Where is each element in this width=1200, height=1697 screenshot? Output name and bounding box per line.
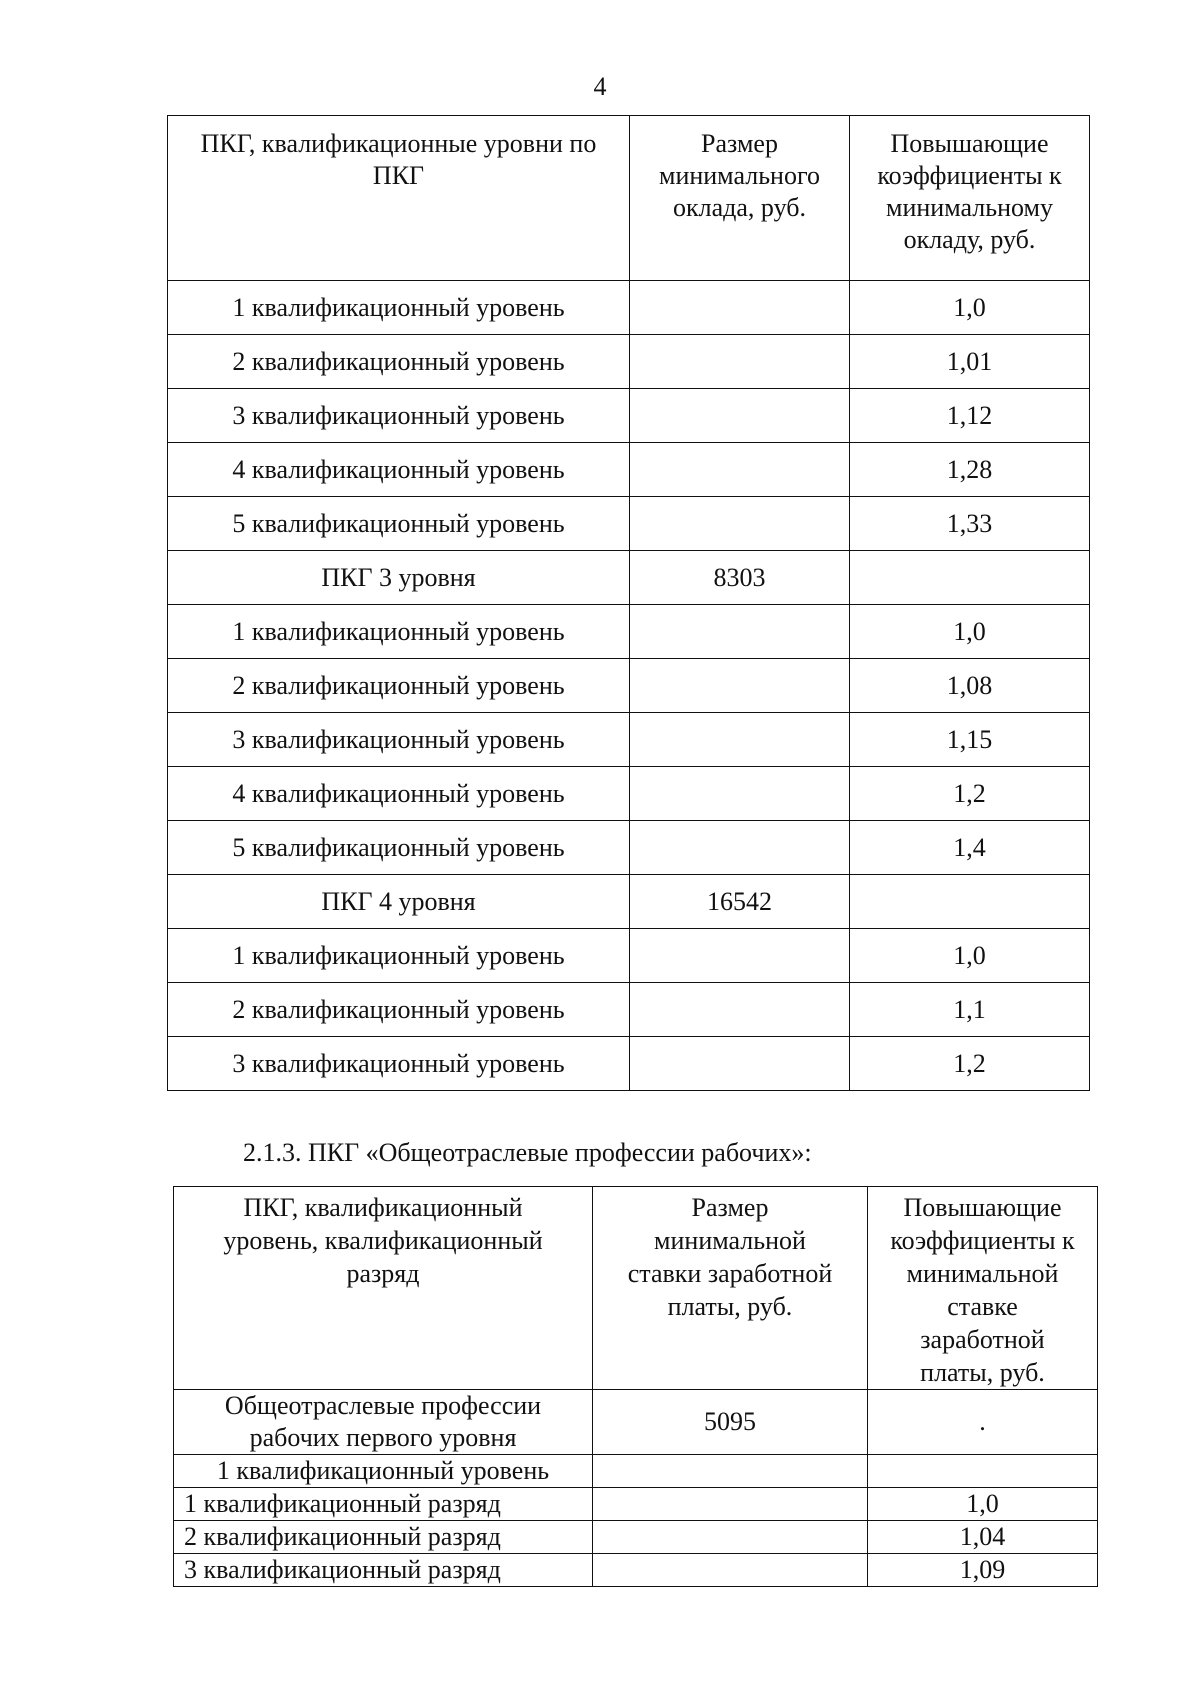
table-row (174, 1521, 1098, 1554)
row-label: 2 квалификационный уровень (168, 983, 630, 1037)
row-salary (630, 821, 850, 875)
row-label: 1 квалификационный уровень (168, 929, 630, 983)
table-row (168, 497, 1090, 551)
row-salary (630, 1037, 850, 1091)
row-label: 3 квалификационный уровень (168, 389, 630, 443)
header-pkg-level-rank: ПКГ, квалификационный уровень, квалификационный разряд (174, 1187, 593, 1390)
row-salary (630, 281, 850, 335)
row-salary (593, 1455, 868, 1488)
row-coef (850, 875, 1090, 929)
row-label: 3 квалификационный уровень (168, 713, 630, 767)
table-row (168, 551, 1090, 605)
row-salary (593, 1554, 868, 1587)
table-row (168, 929, 1090, 983)
table-row (168, 659, 1090, 713)
row-salary: 16542 (630, 875, 850, 929)
header-coefficients: Повышающие коэффициенты к минимальному окладу, руб. (850, 116, 1090, 281)
table-row (168, 821, 1090, 875)
row-salary (630, 983, 850, 1037)
row-salary (630, 389, 850, 443)
page-number: 4 (593, 72, 607, 101)
row-salary (630, 605, 850, 659)
row-salary (593, 1521, 868, 1554)
table-row (168, 281, 1090, 335)
row-coef: 1,09 (868, 1554, 1098, 1587)
table-row (168, 875, 1090, 929)
row-coef: 1,28 (850, 443, 1090, 497)
table-row (168, 1037, 1090, 1091)
header-pkg-levels: ПКГ, квалификационные уровни по ПКГ (168, 116, 630, 281)
row-label: 2 квалификационный уровень (168, 335, 630, 389)
row-coef: 1,08 (850, 659, 1090, 713)
row-label: 2 квалификационный разряд (174, 1521, 593, 1554)
row-coef: . (868, 1390, 1098, 1455)
row-coef: 1,33 (850, 497, 1090, 551)
table-row (168, 335, 1090, 389)
table-row-level (174, 1455, 1098, 1488)
row-coef (868, 1455, 1098, 1488)
row-coef: 1,0 (850, 281, 1090, 335)
table-row (168, 713, 1090, 767)
row-label: 1 квалификационный разряд (174, 1488, 593, 1521)
row-salary (593, 1488, 868, 1521)
row-salary (630, 767, 850, 821)
row-coef: 1,0 (850, 605, 1090, 659)
row-label: 3 квалификационный разряд (174, 1554, 593, 1587)
table-row-group (174, 1390, 1098, 1455)
header-coefficients: Повышающие коэффициенты к минимальной ставке заработной платы, руб. (868, 1187, 1098, 1390)
row-label: 5 квалификационный уровень (168, 497, 630, 551)
row-salary: 5095 (593, 1390, 868, 1455)
table-row (174, 1554, 1098, 1587)
row-salary: 8303 (630, 551, 850, 605)
row-label: 3 квалификационный уровень (168, 1037, 630, 1091)
row-label: 1 квалификационный уровень (168, 605, 630, 659)
row-label: 5 квалификационный уровень (168, 821, 630, 875)
row-coef: 1,2 (850, 1037, 1090, 1091)
pkg-salary-table (167, 115, 1090, 1091)
table-header-row (168, 116, 1090, 281)
worker-professions-table (173, 1186, 1098, 1587)
table-row (168, 983, 1090, 1037)
section-heading: 2.1.3. ПКГ «Общеотраслевые профессии рабочих»: (243, 1138, 812, 1167)
row-coef: 1,2 (850, 767, 1090, 821)
table-row (168, 443, 1090, 497)
header-min-salary: Размер минимального оклада, руб. (630, 116, 850, 281)
row-label: ПКГ 3 уровня (168, 551, 630, 605)
table-row (174, 1488, 1098, 1521)
table-row (168, 767, 1090, 821)
row-salary (630, 443, 850, 497)
row-salary (630, 659, 850, 713)
row-coef: 1,15 (850, 713, 1090, 767)
row-salary (630, 335, 850, 389)
row-coef: 1,1 (850, 983, 1090, 1037)
row-label: 4 квалификационный уровень (168, 767, 630, 821)
row-label: Общеотраслевые профессии рабочих первого уровня (174, 1390, 593, 1455)
row-label: 2 квалификационный уровень (168, 659, 630, 713)
row-salary (630, 713, 850, 767)
row-salary (630, 929, 850, 983)
row-coef: 1,04 (868, 1521, 1098, 1554)
row-salary (630, 497, 850, 551)
row-label: 4 квалификационный уровень (168, 443, 630, 497)
table-row (168, 389, 1090, 443)
row-coef: 1,0 (868, 1488, 1098, 1521)
table-header-row (174, 1187, 1098, 1390)
row-label: 1 квалификационный уровень (174, 1455, 593, 1488)
header-min-rate: Размер минимальной ставки заработной платы, руб. (593, 1187, 868, 1390)
row-coef: 1,0 (850, 929, 1090, 983)
row-coef (850, 551, 1090, 605)
row-coef: 1,01 (850, 335, 1090, 389)
row-label: ПКГ 4 уровня (168, 875, 630, 929)
row-coef: 1,12 (850, 389, 1090, 443)
row-label: 1 квалификационный уровень (168, 281, 630, 335)
row-coef: 1,4 (850, 821, 1090, 875)
table-row (168, 605, 1090, 659)
